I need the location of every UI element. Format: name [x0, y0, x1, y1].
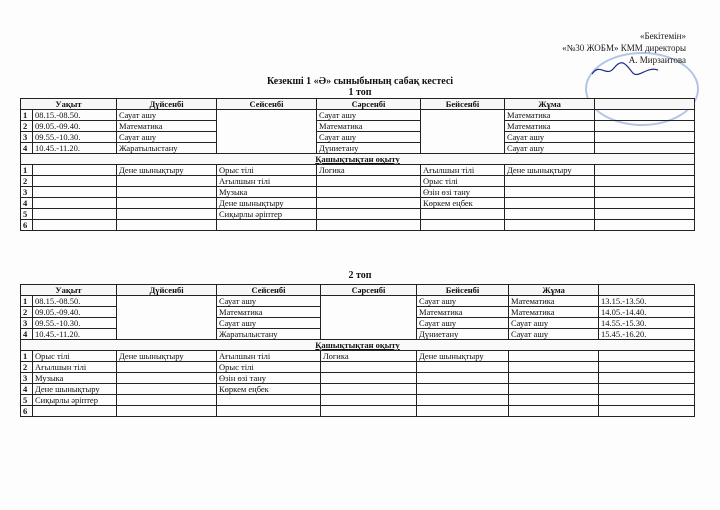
group-1-table — [20, 98, 695, 231]
mon-cell: Сауат ашу — [117, 110, 217, 121]
row-number: 4 — [21, 329, 33, 340]
thu-cell: Математика — [417, 307, 509, 318]
group-2-table — [20, 284, 695, 417]
c5-cell — [417, 362, 509, 373]
header-tue: Сейсенбі — [217, 285, 321, 296]
distance-heading: Қашықтықтан оқыту — [21, 154, 695, 165]
time-cell: 10.45.-11.20. — [33, 143, 117, 154]
c4-cell — [321, 384, 417, 395]
mon-cell: Дене шынықтыру — [117, 165, 217, 176]
c4-cell — [321, 406, 417, 417]
tue-cell: Ағылшын тілі — [217, 176, 317, 187]
header-fri: Жұма — [509, 285, 599, 296]
row-number: 3 — [21, 132, 33, 143]
extra-cell — [595, 209, 695, 220]
extra-cell — [599, 384, 695, 395]
header-extra — [595, 99, 695, 110]
fri-cell: Математика — [509, 296, 599, 307]
c1-cell — [33, 406, 117, 417]
table-row — [21, 132, 695, 143]
header-tue: Сейсенбі — [217, 99, 317, 110]
extra-cell — [595, 132, 695, 143]
row-number: 3 — [21, 187, 33, 198]
header-thu: Бейсенбі — [417, 285, 509, 296]
time-cell: 09.55.-10.30. — [33, 318, 117, 329]
header-extra — [599, 285, 695, 296]
mon-cell: Жаратылыстану — [117, 143, 217, 154]
thu-cell: Орыс тілі — [421, 176, 505, 187]
row-number: 6 — [21, 220, 33, 231]
c2-cell — [117, 406, 217, 417]
wed-cell — [317, 187, 421, 198]
blank-cell — [33, 165, 117, 176]
row-number: 1 — [21, 165, 33, 176]
c2-cell — [117, 373, 217, 384]
row-number: 2 — [21, 307, 33, 318]
table-header-row — [21, 99, 695, 110]
wed-cell: Сауат ашу — [317, 110, 421, 121]
tue-cell — [217, 220, 317, 231]
mon-cell: Сауат ашу — [117, 132, 217, 143]
tue-cell: Орыс тілі — [217, 165, 317, 176]
blank-cell — [33, 187, 117, 198]
thu-cell: Көркем еңбек — [421, 198, 505, 209]
table-row — [21, 384, 695, 395]
thu-cell: Өзін өзі тану — [421, 187, 505, 198]
mon-cell — [117, 220, 217, 231]
header-mon: Дүйсенбі — [117, 285, 217, 296]
fri-cell: Сауат ашу — [505, 132, 595, 143]
time2-cell: 14.05.-14.40. — [599, 307, 695, 318]
time2-cell: 13.15.-13.50. — [599, 296, 695, 307]
fri-cell: Сауат ашу — [509, 318, 599, 329]
c3-cell — [217, 406, 321, 417]
table-row — [21, 220, 695, 231]
blank-cell — [33, 176, 117, 187]
extra-cell — [595, 121, 695, 132]
c3-cell: Ағылшын тілі — [217, 351, 321, 362]
distance-heading-row — [21, 340, 695, 351]
c5-cell — [417, 384, 509, 395]
c3-cell: Орыс тілі — [217, 362, 321, 373]
fri-cell: Математика — [505, 110, 595, 121]
c4-cell: Логика — [321, 351, 417, 362]
c1-cell: Орыс тілі — [33, 351, 117, 362]
distance-heading: Қашықтықтан оқыту — [21, 340, 695, 351]
header-wed: Сәрсенбі — [321, 285, 417, 296]
mon-cell — [117, 176, 217, 187]
fri-cell — [505, 198, 595, 209]
thu-cell: Сауат ашу — [417, 296, 509, 307]
wed-cell — [317, 220, 421, 231]
row-number: 2 — [21, 121, 33, 132]
c1-cell: Ағылшын тілі — [33, 362, 117, 373]
header-time: Уақыт — [21, 285, 117, 296]
wed-cell — [317, 209, 421, 220]
c2-cell — [117, 395, 217, 406]
extra-cell — [599, 351, 695, 362]
row-number: 6 — [21, 406, 33, 417]
wed-cell — [317, 198, 421, 209]
row-number: 3 — [21, 318, 33, 329]
approval-line-3: А. Мирзаитова — [628, 55, 686, 65]
c5-cell — [417, 406, 509, 417]
row-number: 1 — [21, 351, 33, 362]
extra-cell — [599, 362, 695, 373]
blank-cell — [509, 406, 599, 417]
table-row — [21, 143, 695, 154]
time-cell: 10.45.-11.20. — [33, 329, 117, 340]
tue-cell: Сиқырлы әріптер — [217, 209, 317, 220]
mon-cell — [117, 209, 217, 220]
extra-cell — [595, 176, 695, 187]
fri-cell: Математика — [509, 307, 599, 318]
table-row — [21, 296, 695, 307]
time2-cell: 15.45.-16.20. — [599, 329, 695, 340]
c5-cell: Дене шынықтыру — [417, 351, 509, 362]
c3-cell — [217, 395, 321, 406]
blank-cell — [509, 362, 599, 373]
c3-cell: Өзін өзі тану — [217, 373, 321, 384]
row-number: 4 — [21, 143, 33, 154]
fri-cell: Дене шынықтыру — [505, 165, 595, 176]
row-number: 4 — [21, 198, 33, 209]
blank-cell — [33, 198, 117, 209]
extra-cell — [595, 165, 695, 176]
time-cell: 09.05.-09.40. — [33, 307, 117, 318]
approval-block — [562, 30, 686, 66]
table-row — [21, 351, 695, 362]
group-2-label: 2 топ — [348, 270, 372, 281]
tue-cell: Музыка — [217, 187, 317, 198]
tue-cell — [217, 110, 317, 154]
time-cell: 08.15.-08.50. — [33, 110, 117, 121]
extra-cell — [599, 406, 695, 417]
fri-cell: Математика — [505, 121, 595, 132]
row-number: 4 — [21, 384, 33, 395]
c1-cell: Сиқырлы әріптер — [33, 395, 117, 406]
extra-cell — [595, 220, 695, 231]
table-row — [21, 395, 695, 406]
row-number: 2 — [21, 176, 33, 187]
table-row — [21, 165, 695, 176]
mon-cell: Математика — [117, 121, 217, 132]
time-cell: 09.05.-09.40. — [33, 121, 117, 132]
c5-cell — [417, 395, 509, 406]
c1-cell: Дене шынықтыру — [33, 384, 117, 395]
thu-cell — [421, 209, 505, 220]
mon-cell — [117, 187, 217, 198]
row-number: 1 — [21, 296, 33, 307]
fri-cell: Сауат ашу — [505, 143, 595, 154]
group-1-label: 1 топ — [348, 87, 372, 98]
blank-cell — [33, 209, 117, 220]
header-thu: Бейсенбі — [421, 99, 505, 110]
tue-cell: Сауат ашу — [217, 318, 321, 329]
extra-cell — [595, 187, 695, 198]
wed-cell — [317, 176, 421, 187]
table-row — [21, 198, 695, 209]
table-row — [21, 362, 695, 373]
table-row — [21, 176, 695, 187]
blank-cell — [509, 384, 599, 395]
extra-cell — [599, 395, 695, 406]
tue-cell: Сауат ашу — [217, 296, 321, 307]
blank-cell — [509, 373, 599, 384]
header-time: Уақыт — [21, 99, 117, 110]
fri-cell: Сауат ашу — [509, 329, 599, 340]
fri-cell — [505, 209, 595, 220]
table-row — [21, 110, 695, 121]
blank-cell — [33, 220, 117, 231]
fri-cell — [505, 176, 595, 187]
header-fri: Жұма — [505, 99, 595, 110]
c5-cell — [417, 373, 509, 384]
extra-cell — [595, 110, 695, 121]
time-cell: 09.55.-10.30. — [33, 132, 117, 143]
tue-cell: Жаратылыстану — [217, 329, 321, 340]
c2-cell: Дене шынықтыру — [117, 351, 217, 362]
mon-cell — [117, 198, 217, 209]
blank-cell — [509, 351, 599, 362]
distance-heading-row — [21, 154, 695, 165]
blank-cell — [509, 395, 599, 406]
time-cell: 08.15.-08.50. — [33, 296, 117, 307]
extra-cell — [595, 198, 695, 209]
thu-cell: Ағылшын тілі — [421, 165, 505, 176]
tue-cell: Дене шынықтыру — [217, 198, 317, 209]
c3-cell: Көркем еңбек — [217, 384, 321, 395]
table-header-row — [21, 285, 695, 296]
thu-cell — [421, 110, 505, 154]
fri-cell — [505, 187, 595, 198]
row-number: 1 — [21, 110, 33, 121]
thu-cell: Дүниетану — [417, 329, 509, 340]
c2-cell — [117, 384, 217, 395]
wed-cell: Логика — [317, 165, 421, 176]
row-number: 5 — [21, 209, 33, 220]
table-row — [21, 209, 695, 220]
tue-cell: Математика — [217, 307, 321, 318]
schedule-title: Кезекші 1 «Ә» сыныбының сабақ кестесі — [266, 76, 454, 87]
c2-cell — [117, 362, 217, 373]
header-mon: Дүйсенбі — [117, 99, 217, 110]
time2-cell: 14.55.-15.30. — [599, 318, 695, 329]
table-row — [21, 406, 695, 417]
c1-cell: Музыка — [33, 373, 117, 384]
c4-cell — [321, 362, 417, 373]
table-row — [21, 121, 695, 132]
table-row — [21, 373, 695, 384]
thu-cell — [421, 220, 505, 231]
wed-cell: Дүниетану — [317, 143, 421, 154]
c4-cell — [321, 373, 417, 384]
fri-cell — [505, 220, 595, 231]
extra-cell — [595, 143, 695, 154]
mon-cell — [117, 296, 217, 340]
row-number: 2 — [21, 362, 33, 373]
extra-cell — [599, 373, 695, 384]
wed-cell: Математика — [317, 121, 421, 132]
wed-cell: Сауат ашу — [317, 132, 421, 143]
wed-cell — [321, 296, 417, 340]
approval-line-2: «№30 ЖОБМ» КММ директоры — [562, 43, 686, 53]
thu-cell: Сауат ашу — [417, 318, 509, 329]
row-number: 3 — [21, 373, 33, 384]
header-wed: Сәрсенбі — [317, 99, 421, 110]
approval-line-1: «Бекітемін» — [640, 31, 686, 41]
table-row — [21, 187, 695, 198]
row-number: 5 — [21, 395, 33, 406]
c4-cell — [321, 395, 417, 406]
